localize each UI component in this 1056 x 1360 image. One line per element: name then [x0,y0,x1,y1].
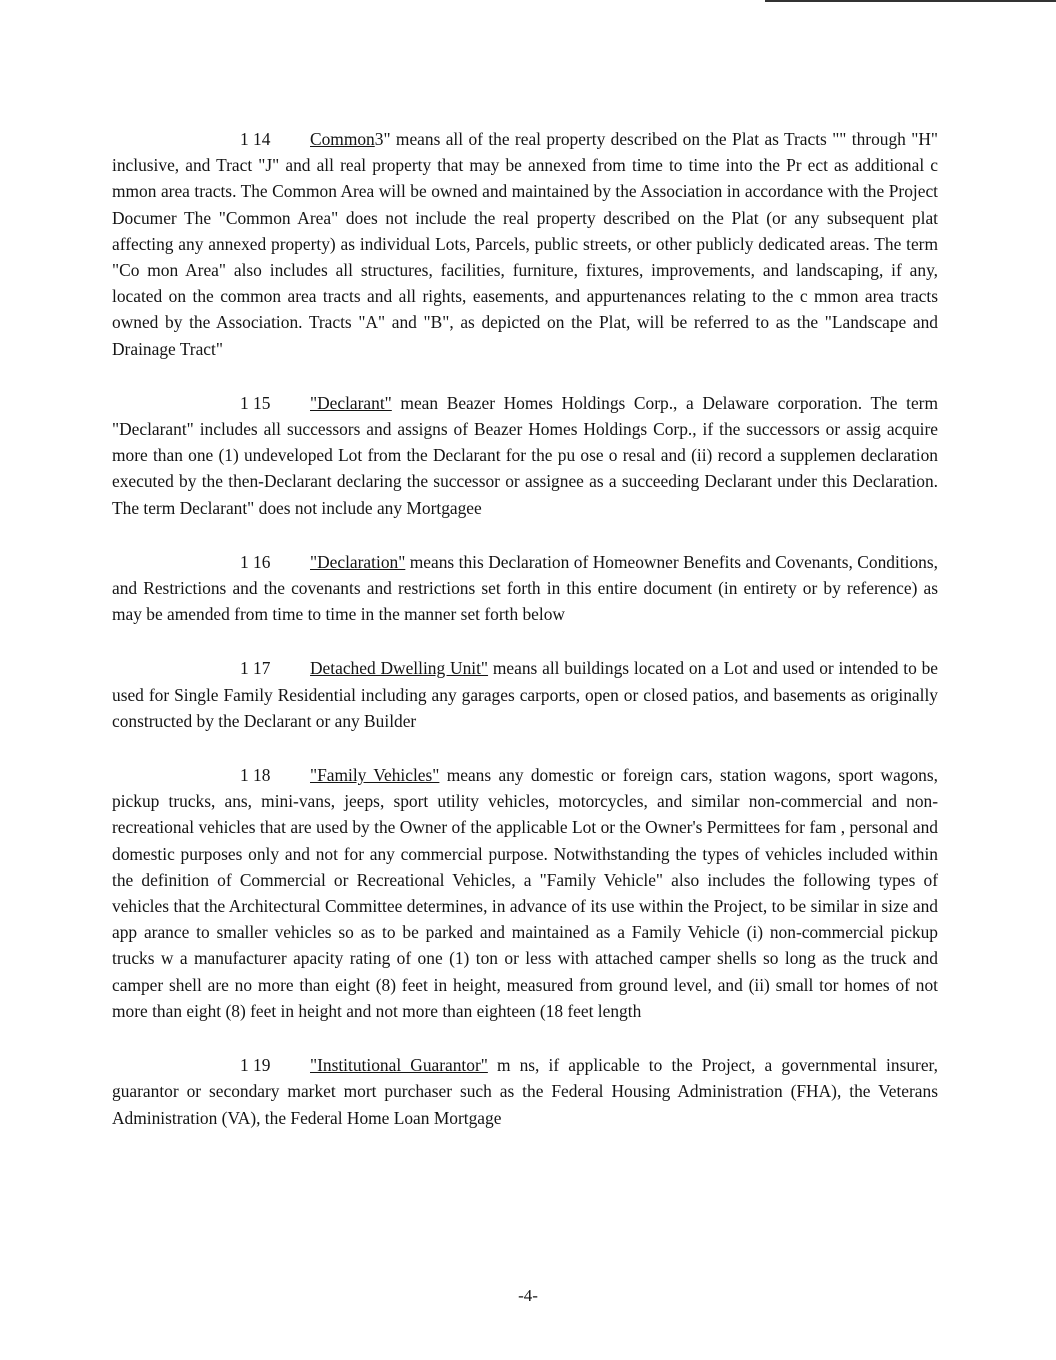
section-1-16 [112,549,938,628]
page-number: -4- [518,1286,538,1305]
defined-term: "Institutional Guarantor" [310,1055,488,1076]
document-body [112,126,938,1159]
section-text: means any domestic or foreign cars, station wagons, sport wagons, pickup trucks, ans, mini-vans, jeeps, sport utility vehicles, motorcycles, and similar non-commercial and non-recreational vehicles that are used by the Owner of the applicable Lot or the Owner's Permittees for fam , personal and domestic purposes only and not for any commercial purpose. Notwithstanding the types of vehicles included within the definition of Commercial or Recreational Vehicles, a "Family Vehicle" also includes the following types of vehicles that the Architectural Committee determines, in advance of its use within the Project, to be similar in size and app arance to smaller vehicles so as to be parked and maintained as a Family Vehicle (i) non-commercial pickup trucks w a manufacturer apacity rating of one (1) ton or less with attached camper shells so long as the truck and camper shell are no more than eight (8) feet in height, measured from ground level, and (ii) small tor homes of not more than eight (8) feet in height and not more than eighteen (18 feet length [112,765,938,1021]
section-number: 1 19 [240,1055,271,1076]
section-1-18 [112,762,938,1024]
section-text: means this Declaration of Homeowner Benefits and Covenants, Conditions, and Restrictions and the covenants and restrictions set forth in this entire document (in entirety or by reference) as may be amended from time to time in the manner set forth below [112,551,938,625]
section-text: mean Beazer Homes Holdings Corp., a Delaware corporation. The term "Declarant" includes all successors and assigns of Beazer Homes Holdings Corp., if the successors or assig acquire more than one (1) undeveloped Lot from the Declarant for the pu ose o resal and (ii) record a supplemen declaration executed by the then-Declarant declaring the successor or assignee as a succeeding Declarant under this Declaration. The term Declarant" does not include any Mortgagee [112,392,938,518]
defined-term: Detached Dwelling Unit" [310,658,489,679]
section-1-17 [112,655,938,734]
section-1-14 [112,126,938,362]
section-text: m ns, if applicable to the Project, a governmental insurer, guarantor or secondary market mort purchaser such as the Federal Housing Administration (FHA), the Veterans Administration (VA), the Federal Home Loan Mortgage [112,1055,938,1128]
defined-term: Common [310,129,375,149]
section-number: 1 17 [240,658,271,679]
defined-term: "Declarant" [310,392,392,413]
defined-term: "Declaration" [310,551,406,572]
section-number: 1 14 [240,129,271,149]
top-rule [765,0,1056,2]
section-text: means all buildings located on a Lot and used or intended to be used for Single Family Residential including any garages carports, open or closed patios, and basements as originally constructed by the Declarant or any Builder [112,658,939,731]
section-1-15 [112,390,938,521]
section-number: 1 15 [240,392,271,413]
defined-term: "Family Vehicles" [310,765,440,786]
section-number: 1 16 [240,551,271,572]
section-text: 3" means all of the real property described on the Plat as Tracts "" through "H" inclusive, and Tract "J" and all real property that may be annexed from time to time into the Pr ect as additional c mmon area tracts. The Common Area will be owned and maintained by the Association in accordance with the Project Documer The "Common Area" does not include the real property described on the Plat (or any subsequent plat affecting any annexed property) as individual Lots, Parcels, public streets, or other publicly dedicated areas. The term "Co mon Area" also includes all structures, facilities, furniture, fixtures, improvements, and landscaping, if any, located on the common area tracts and all rights, easements, and appurtenances relating to the c mmon area tracts owned by the Association. Tracts "A" and "B", as depicted on the Plat, will be referred to as the "Landscape and Drainage Tract" [112,129,938,359]
section-1-19 [112,1052,938,1131]
section-number: 1 18 [240,765,271,786]
